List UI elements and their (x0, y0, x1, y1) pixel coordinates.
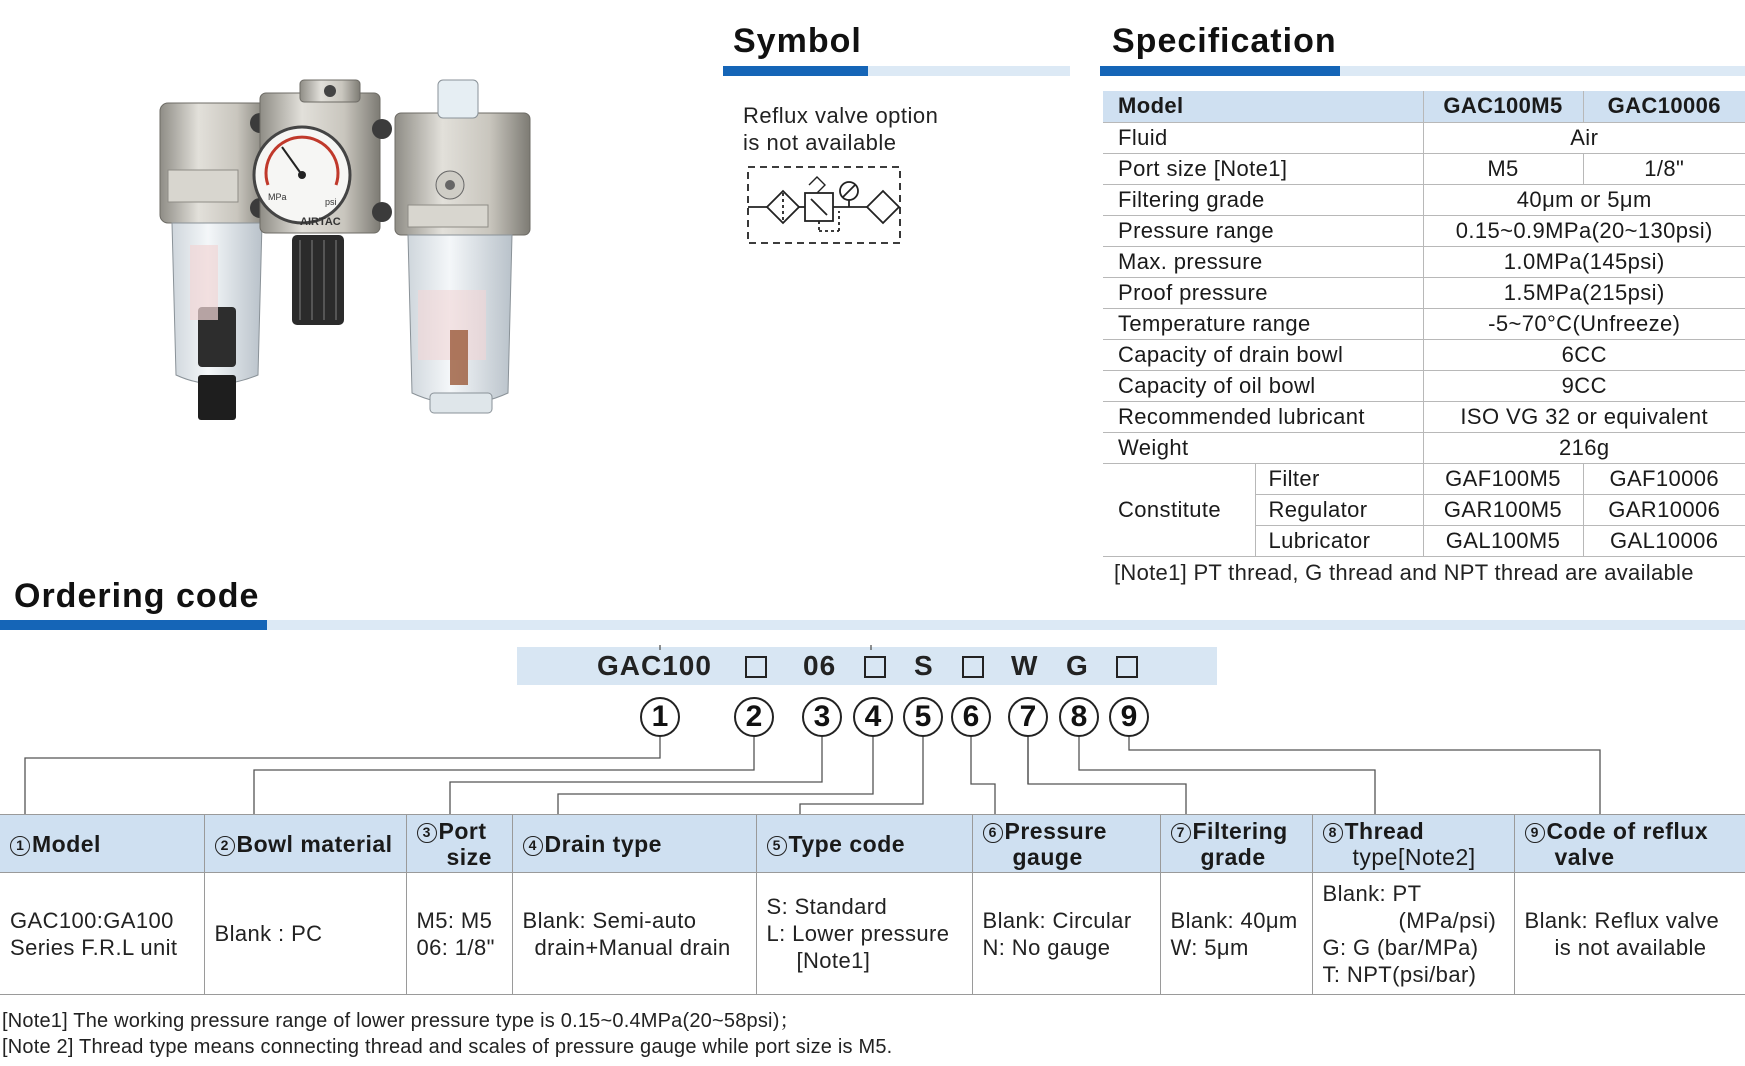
option-line: G: G (bar/MPa) (1322, 934, 1479, 960)
spec-row-port-size (1103, 153, 1745, 184)
header-label: Type code (788, 830, 906, 857)
order-header-port (406, 815, 512, 873)
order-header-thread (1312, 815, 1514, 873)
header-label: Filtering (1192, 817, 1288, 844)
order-header-drain (512, 815, 756, 873)
order-header-reflux (1514, 815, 1745, 873)
order-cell-gauge (972, 873, 1160, 995)
gauge-unit-psi: psi (325, 197, 337, 207)
header-label: grade (1200, 843, 1266, 870)
code-number-4: 4 (853, 697, 893, 737)
spec-value: -5~70°C(Unfreeze) (1423, 308, 1745, 339)
reflux-note-line2: is not available (743, 130, 897, 155)
option-line: Blank : PC (214, 921, 323, 946)
header-label: Code of reflux (1546, 817, 1709, 844)
spec-value: GAR10006 (1583, 494, 1745, 525)
option-line: Blank: Semi-auto (522, 907, 697, 933)
specification-title-bar (1100, 66, 1745, 76)
option-line: Blank: PT (1322, 880, 1422, 906)
ordering-note-1: [Note1] The working pressure range of lower pressure type is 0.15~0.4MPa(20~58psi)； (2, 1010, 800, 1032)
header-label: type[Note2] (1352, 843, 1476, 870)
option-line: N: No gauge (982, 934, 1111, 960)
constitute-item-name: Lubricator (1255, 525, 1423, 556)
spec-value: Air (1423, 122, 1745, 153)
spec-header-col1: GAC100M5 (1423, 91, 1583, 122)
spec-label: Port size [Note1] (1103, 153, 1423, 184)
header-number-badge: 8 (1323, 823, 1343, 843)
reflux-valve-note (743, 102, 938, 156)
symbol-title: Symbol (733, 22, 862, 60)
spec-row-lubricant (1103, 401, 1745, 432)
spec-row-pressure-range (1103, 215, 1745, 246)
header-label: Model (32, 830, 101, 857)
order-header-model (0, 815, 204, 873)
code-part-thread: G (1066, 650, 1089, 681)
spec-row-oil-bowl (1103, 370, 1745, 401)
option-line: 06: 1/8" (416, 934, 495, 960)
order-cell-drain (512, 873, 756, 995)
spec-header-row (1103, 91, 1745, 122)
spec-header-col2: GAC10006 (1583, 91, 1745, 122)
header-label: Thread (1344, 817, 1425, 844)
order-header-filtering (1160, 815, 1312, 873)
ordering-title-bar (0, 620, 1745, 630)
header-label: Drain type (544, 830, 662, 857)
spec-label: Pressure range (1103, 215, 1423, 246)
code-number-6: 6 (951, 697, 991, 737)
spec-value: 1.0MPa(145psi) (1423, 246, 1745, 277)
spec-value: GAL100M5 (1423, 525, 1583, 556)
order-cell-reflux (1514, 873, 1745, 995)
spec-label: Max. pressure (1103, 246, 1423, 277)
spec-value: 0.15~0.9MPa(20~130psi) (1423, 215, 1745, 246)
gauge-unit-mpa: MPa (268, 192, 287, 202)
specification-title: Specification (1112, 22, 1337, 60)
spec-value: 1/8" (1583, 153, 1745, 184)
option-line: T: NPT(psi/bar) (1322, 961, 1477, 987)
ordering-header-row (0, 815, 1745, 873)
spec-header-model: Model (1103, 91, 1423, 122)
order-header-type (756, 815, 972, 873)
spec-row-drain-bowl (1103, 339, 1745, 370)
code-number-5: 5 (903, 697, 943, 737)
spec-value: GAF100M5 (1423, 463, 1583, 494)
code-number-3: 3 (802, 697, 842, 737)
code-number-2: 2 (734, 697, 774, 737)
constitute-item-name: Filter (1255, 463, 1423, 494)
spec-label: Recommended lubricant (1103, 401, 1423, 432)
order-header-gauge (972, 815, 1160, 873)
option-line: L: Lower pressure (766, 921, 950, 946)
code-part-model: GAC100 (597, 650, 712, 681)
option-line: GAC100:GA100 (10, 907, 174, 933)
code-number-8: 8 (1059, 697, 1099, 737)
code-number-9: 9 (1109, 697, 1149, 737)
order-cell-bowl (204, 873, 406, 995)
header-number-badge: 5 (767, 836, 787, 856)
header-label: Port (438, 817, 487, 844)
spec-value: 216g (1423, 432, 1745, 463)
spec-value: 9CC (1423, 370, 1745, 401)
header-number-badge: 2 (215, 836, 235, 856)
frl-symbol-diagram (745, 163, 905, 248)
spec-value: GAR100M5 (1423, 494, 1583, 525)
spec-value: ISO VG 32 or equivalent (1423, 401, 1745, 432)
header-number-badge: 6 (983, 823, 1003, 843)
option-line: [Note1] (796, 948, 871, 973)
spec-label: Capacity of drain bowl (1103, 339, 1423, 370)
product-image (150, 75, 610, 475)
header-label: Bowl material (236, 830, 393, 857)
order-cell-port (406, 873, 512, 995)
code-number-7: 7 (1008, 697, 1048, 737)
code-part-port: 06 (803, 650, 837, 681)
spec-value: GAF10006 (1583, 463, 1745, 494)
spec-row-filtering-grade (1103, 184, 1745, 215)
option-line: (MPa/psi) (1398, 907, 1497, 933)
code-part-type: S (914, 650, 934, 681)
header-label: Pressure (1004, 817, 1107, 844)
header-label: size (446, 843, 492, 870)
spec-row-constitute-filter (1103, 463, 1745, 494)
header-number-badge: 4 (523, 836, 543, 856)
order-cell-model (0, 873, 204, 995)
spec-row-temperature-range (1103, 308, 1745, 339)
spec-label: Proof pressure (1103, 277, 1423, 308)
header-number-badge: 9 (1525, 823, 1545, 843)
ordering-note-2: [Note 2] Thread type means connecting thread and scales of pressure gauge while port size is M5. (2, 1036, 893, 1058)
order-header-bowl (204, 815, 406, 873)
spec-row-weight (1103, 432, 1745, 463)
spec-value: M5 (1423, 153, 1583, 184)
symbol-title-bar (723, 66, 1070, 76)
spec-label: Fluid (1103, 122, 1423, 153)
option-line: M5: M5 (416, 907, 493, 933)
order-cell-filtering (1160, 873, 1312, 995)
spec-value: 6CC (1423, 339, 1745, 370)
order-cell-type (756, 873, 972, 995)
header-label: gauge (1012, 843, 1083, 870)
ordering-options-row (0, 873, 1745, 995)
option-line: S: Standard (766, 894, 888, 919)
code-number-1: 1 (640, 697, 680, 737)
spec-label: Capacity of oil bowl (1103, 370, 1423, 401)
header-number-badge: 1 (10, 836, 30, 856)
option-line: Series F.R.L unit (10, 934, 178, 960)
header-number-badge: 3 (417, 823, 437, 843)
option-line: Blank: 40μm (1170, 907, 1298, 933)
spec-label: Temperature range (1103, 308, 1423, 339)
spec-constitute-label: Constitute (1103, 463, 1255, 556)
lubricator-symbol-icon (867, 191, 899, 223)
spec-row-proof-pressure (1103, 277, 1745, 308)
header-number-badge: 7 (1171, 823, 1191, 843)
specification-table (1103, 91, 1745, 557)
option-line: is not available (1554, 934, 1707, 960)
option-line: drain+Manual drain (534, 934, 731, 960)
ordering-table (0, 814, 1745, 995)
code-part-filter: W (1011, 650, 1039, 681)
header-label: valve (1554, 843, 1615, 870)
spec-value: GAL10006 (1583, 525, 1745, 556)
specification-note: [Note1] PT thread, G thread and NPT thread are available (1114, 560, 1694, 585)
ordering-code-title: Ordering code (14, 577, 260, 615)
option-line: W: 5μm (1170, 934, 1249, 960)
reflux-note-line1: Reflux valve option (743, 103, 939, 128)
spec-value: 1.5MPa(215psi) (1423, 277, 1745, 308)
option-line: Blank: Reflux valve (1524, 907, 1720, 933)
spec-label: Weight (1103, 432, 1423, 463)
order-cell-thread (1312, 873, 1514, 995)
spec-value: 40μm or 5μm (1423, 184, 1745, 215)
spec-row-max-pressure (1103, 246, 1745, 277)
constitute-item-name: Regulator (1255, 494, 1423, 525)
option-line: Blank: Circular (982, 907, 1132, 933)
brand-logo: AIRTAC (300, 216, 341, 228)
spec-row-fluid (1103, 122, 1745, 153)
spec-label: Filtering grade (1103, 184, 1423, 215)
